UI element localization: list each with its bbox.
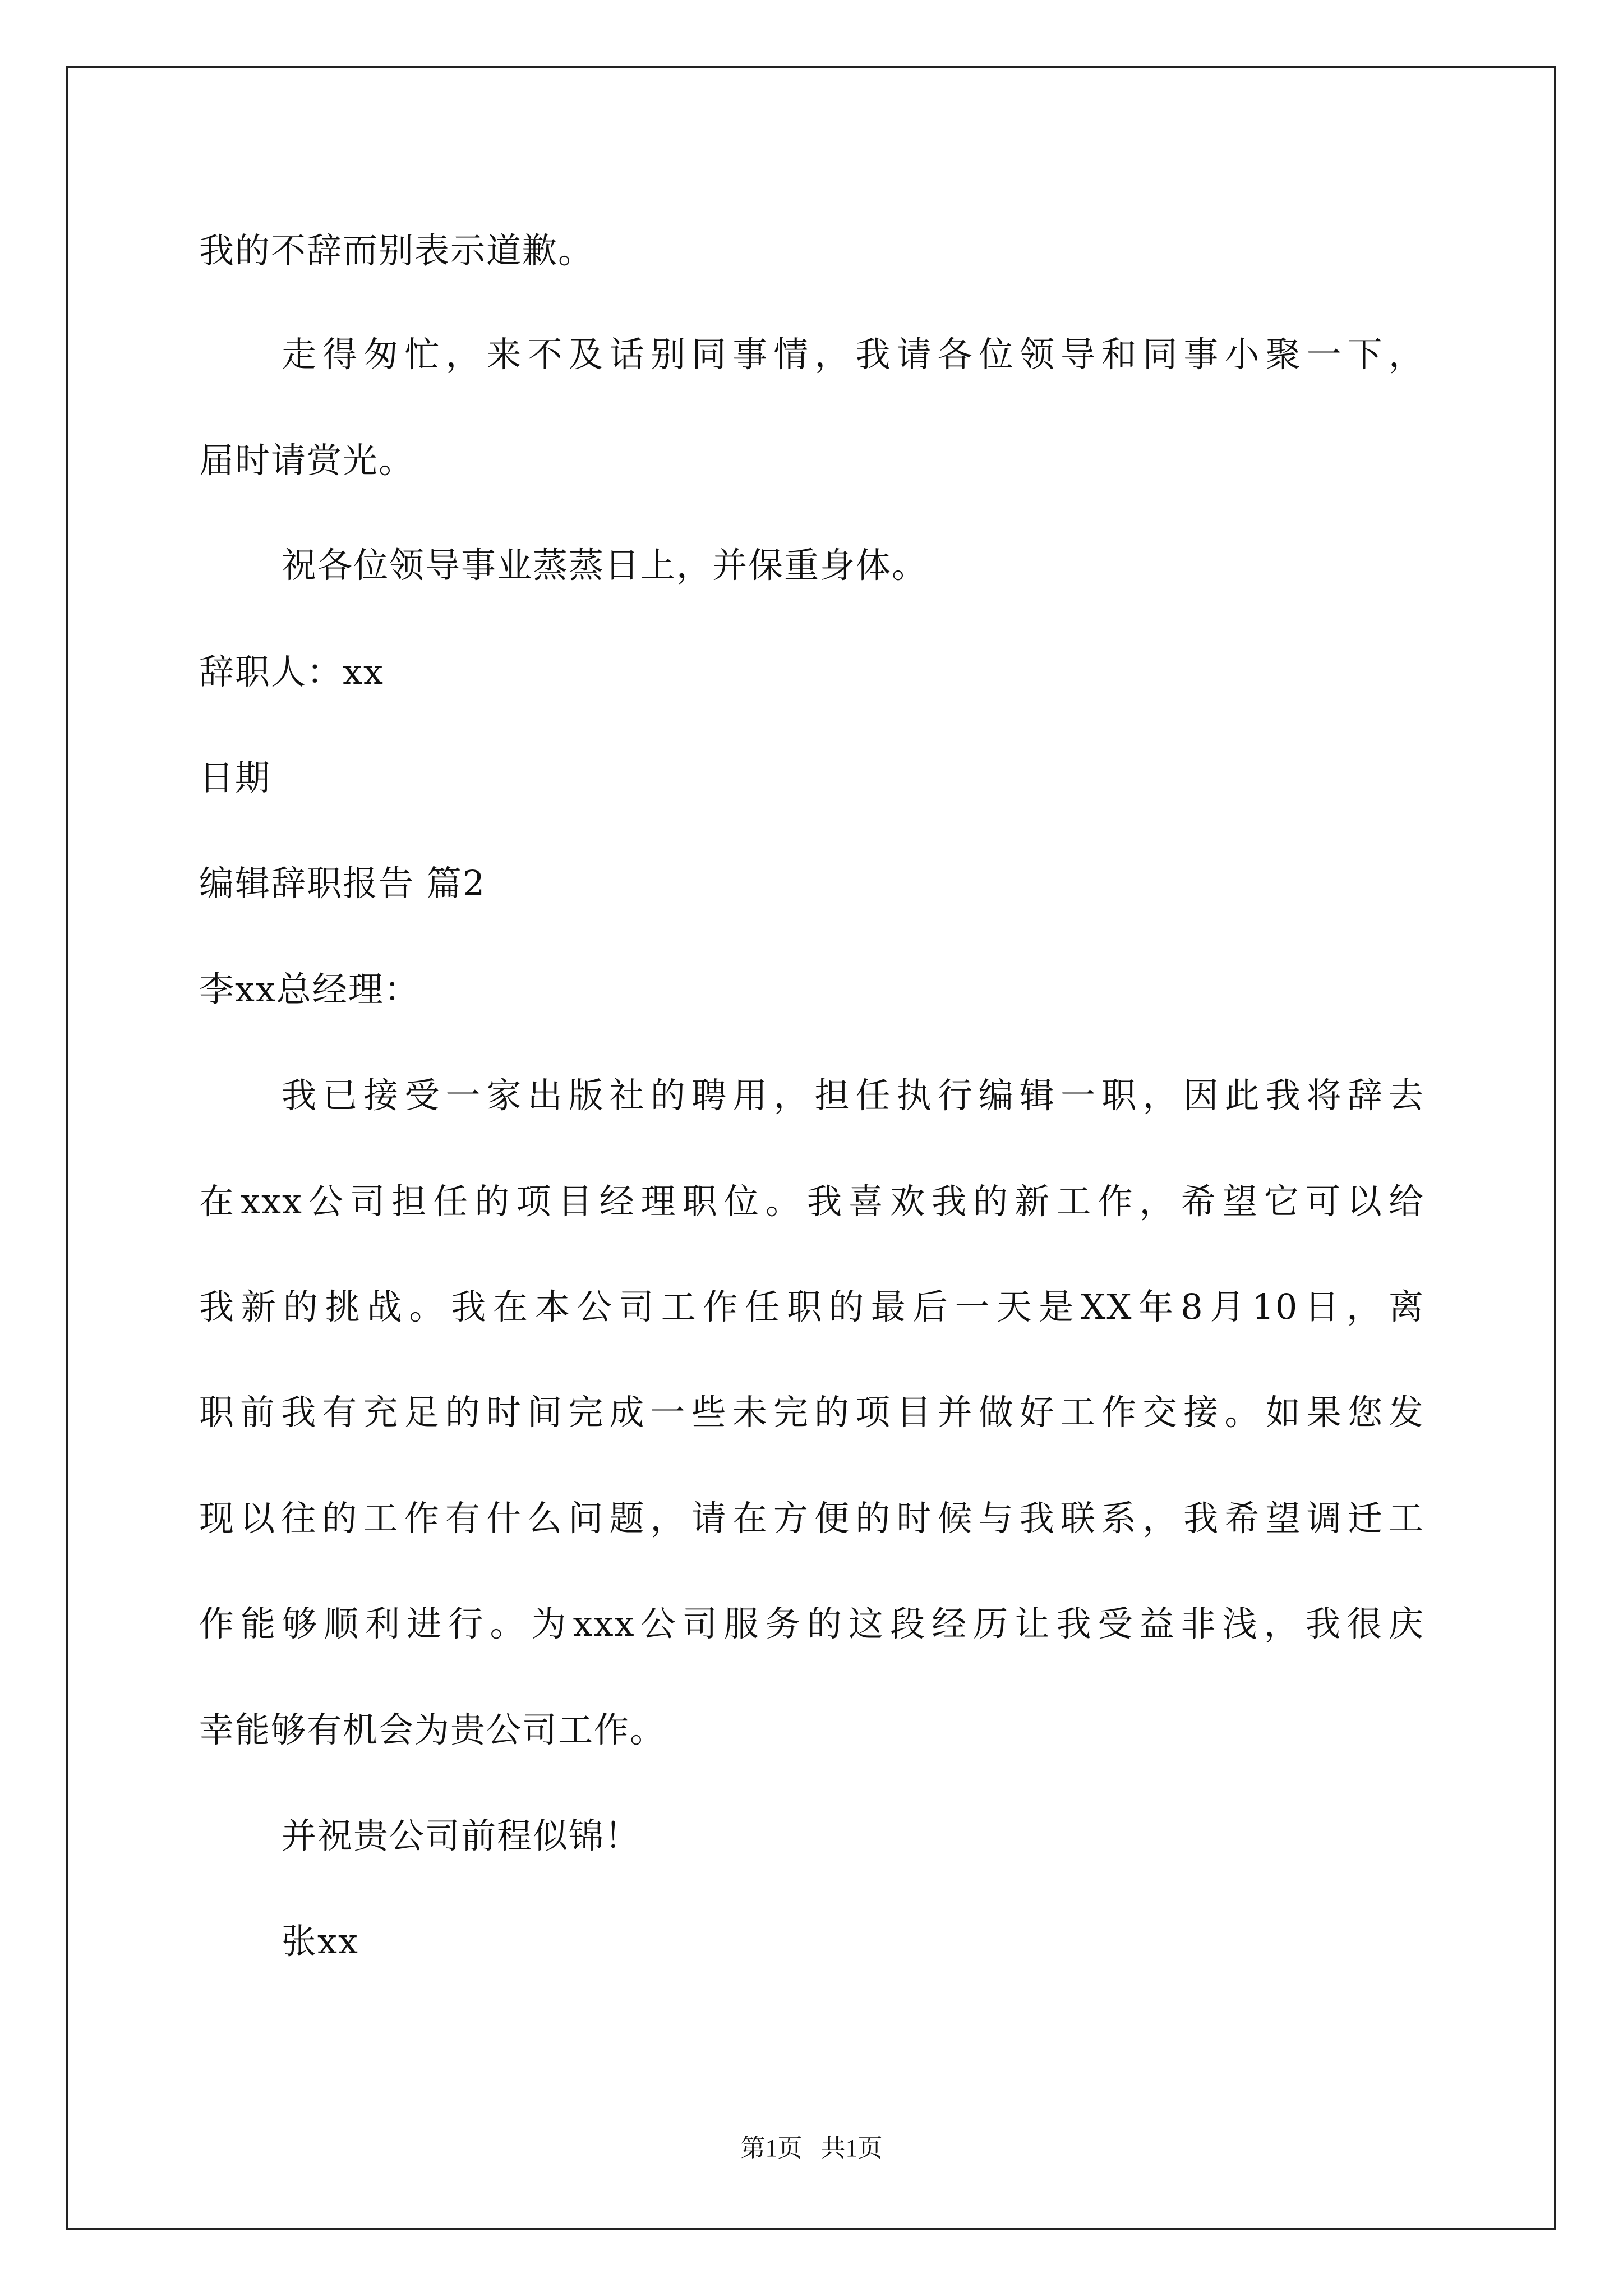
- body-line: 我已接受一家出版社的聘用，担任执行编辑一职，因此我将辞去: [282, 1075, 1424, 1116]
- body-line: 走得匆忙，来不及话别同事情，我请各位领导和同事小聚一下，: [282, 334, 1424, 375]
- body-line: 祝各位领导事业蒸蒸日上，并保重身体。: [282, 545, 928, 586]
- signatory-line: 辞职人：xx: [199, 651, 384, 692]
- closing-line: 并祝贵公司前程似锦！: [282, 1815, 641, 1856]
- page-number-footer: 第1页 共1页: [740, 2134, 883, 2162]
- salutation-line: 李xx总经理：: [199, 969, 420, 1010]
- page-border: [66, 66, 1556, 2230]
- body-line: 在xxx公司担任的项目经理职位。我喜欢我的新工作，希望它可以给: [199, 1181, 1424, 1222]
- section-heading: 编辑辞职报告 篇2: [199, 863, 486, 904]
- signature-line: 张xx: [282, 1921, 359, 1962]
- body-line: 职前我有充足的时间完成一些未完的项目并做好工作交接。如果您发: [199, 1392, 1424, 1433]
- body-line: 我新的挑战。我在本公司工作任职的最后一天是XX年8月10日，离: [199, 1286, 1424, 1327]
- body-line: 届时请赏光。: [199, 440, 415, 481]
- body-line: 现以往的工作有什么问题，请在方便的时候与我联系，我希望调迁工: [199, 1498, 1424, 1539]
- date-line: 日期: [199, 757, 271, 798]
- body-line: 作能够顺利进行。为xxx公司服务的这段经历让我受益非浅，我很庆: [199, 1603, 1424, 1644]
- body-line: 我的不辞而别表示道歉。: [199, 230, 594, 271]
- body-line: 幸能够有机会为贵公司工作。: [199, 1709, 666, 1750]
